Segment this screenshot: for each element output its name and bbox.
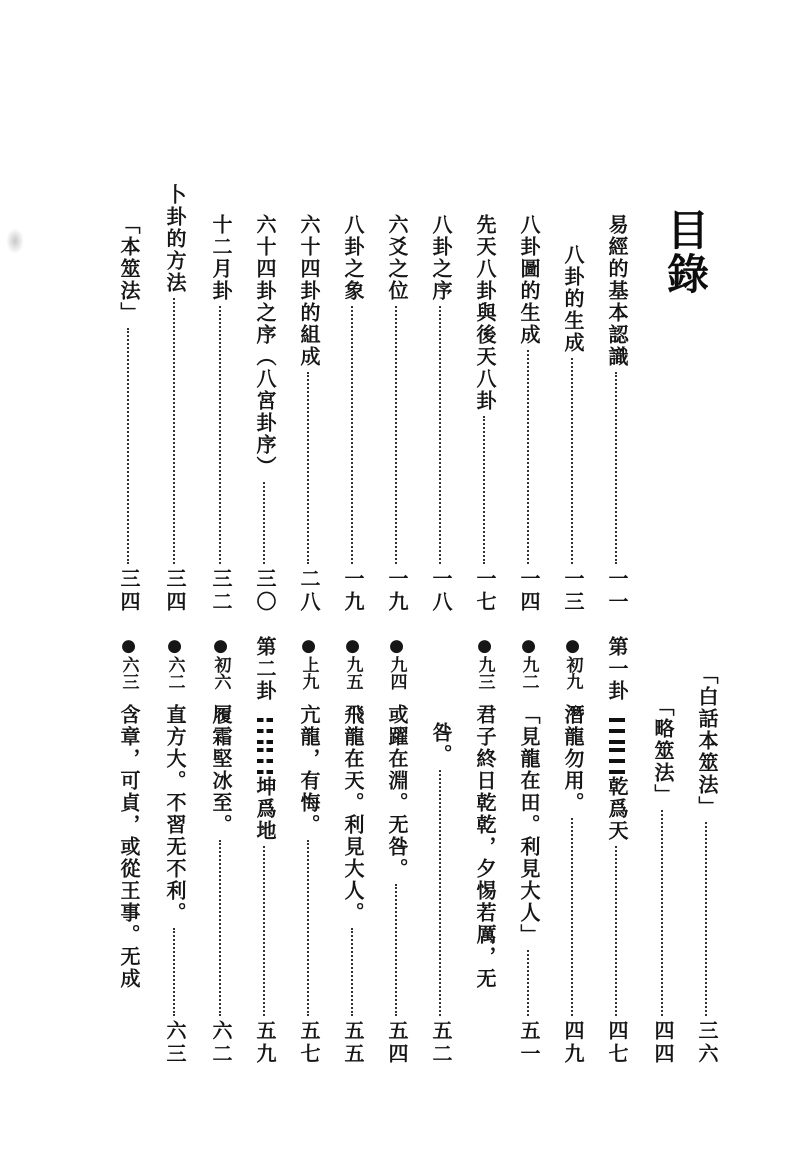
leader-dots bbox=[219, 840, 223, 1016]
entry-text: 「見龍在田。利見大人」 bbox=[517, 704, 541, 946]
entry-page: 一三 bbox=[561, 568, 585, 614]
entry-page: 一九 bbox=[385, 568, 409, 614]
entry-page: 五二 bbox=[429, 1020, 453, 1066]
entry-text: 八卦之序 bbox=[429, 214, 453, 302]
leader-dots bbox=[395, 884, 399, 1016]
line-ref: ●九二 bbox=[518, 636, 539, 690]
toc-entry bbox=[690, 664, 724, 1066]
entry-text: 六爻之位 bbox=[385, 214, 409, 302]
toc-entry bbox=[646, 696, 680, 1066]
line-ref: ●六三 bbox=[118, 636, 139, 690]
line-ref: ●九三 bbox=[474, 636, 495, 690]
entry-text: 六十四卦之序（八宮卦序） bbox=[253, 214, 277, 478]
line-ref: ●九四 bbox=[386, 636, 407, 690]
toc-entry bbox=[424, 214, 458, 614]
entry-page: 一八 bbox=[429, 568, 453, 614]
entry-page: 六三 bbox=[163, 1020, 187, 1066]
entry-page: 三〇 bbox=[253, 568, 277, 614]
entry-text-2: 乾爲天 bbox=[605, 776, 629, 842]
leader-dots bbox=[527, 350, 531, 564]
entry-page: 四七 bbox=[605, 1020, 629, 1066]
toc-entry bbox=[204, 214, 238, 614]
toc-entry bbox=[512, 214, 546, 614]
kun-trigram-icon bbox=[257, 748, 273, 774]
entry-page: 一四 bbox=[517, 568, 541, 614]
entry-page: 五五 bbox=[341, 1020, 365, 1066]
toc-entry-line bbox=[512, 636, 546, 1066]
entry-text: 君子終日乾乾，夕惕若厲，无 bbox=[473, 704, 497, 990]
leader-dots bbox=[351, 928, 355, 1016]
toc-entry-line bbox=[468, 636, 502, 1066]
entry-text: 亢龍，有悔。 bbox=[297, 704, 321, 836]
leader-dots bbox=[661, 810, 665, 1016]
toc-entry bbox=[556, 214, 590, 614]
line-ref: ●六二 bbox=[164, 636, 185, 690]
entry-text: 或躍在淵。无咎。 bbox=[385, 704, 409, 880]
leader-dots bbox=[263, 482, 267, 564]
leader-dots bbox=[615, 372, 619, 564]
kun-trigram-icon bbox=[257, 718, 273, 744]
leader-dots bbox=[395, 306, 399, 564]
line-ref: ●初六 bbox=[210, 636, 231, 690]
leader-dots bbox=[307, 372, 311, 564]
scan-smudge bbox=[6, 228, 24, 254]
entry-text: 八卦圖的生成 bbox=[517, 214, 541, 346]
toc-entry bbox=[248, 214, 282, 614]
entry-page: 三四 bbox=[163, 568, 187, 614]
entry-page: 三四 bbox=[117, 568, 141, 614]
leader-dots bbox=[173, 928, 177, 1016]
leader-dots bbox=[173, 298, 177, 564]
entry-text: 卜卦的方法 bbox=[163, 184, 187, 294]
toc-entry bbox=[336, 214, 370, 614]
leader-dots bbox=[571, 358, 575, 564]
entry-text: 含章，可貞，或從王事。无成 bbox=[117, 704, 141, 990]
entry-text: 「本筮法」 bbox=[117, 214, 141, 324]
toc-entry-hexagram bbox=[248, 636, 282, 1066]
toc-entry bbox=[380, 214, 414, 614]
leader-dots bbox=[351, 306, 355, 564]
leader-dots bbox=[705, 822, 709, 1016]
entry-text: 第一卦 bbox=[605, 636, 629, 702]
toc-entry-line bbox=[292, 636, 326, 1066]
entry-text: 咎。 bbox=[429, 722, 453, 766]
toc-entry-hexagram bbox=[600, 636, 634, 1066]
leader-dots bbox=[483, 416, 487, 564]
entry-text: 「白話本筮法」 bbox=[695, 664, 719, 818]
entry-text: 十二月卦 bbox=[209, 214, 233, 302]
page-title: 目錄 bbox=[661, 208, 710, 296]
entry-text: 潛龍勿用。 bbox=[561, 704, 585, 814]
entry-text: 直方大。不習无不利。 bbox=[163, 704, 187, 924]
entry-text: 飛龍在天。利見大人。 bbox=[341, 704, 365, 924]
leader-dots bbox=[307, 840, 311, 1016]
entry-page: 五四 bbox=[385, 1020, 409, 1066]
toc-entry-line bbox=[112, 636, 146, 1066]
entry-page: 五九 bbox=[253, 1020, 277, 1066]
toc-entry bbox=[158, 184, 192, 614]
entry-page: 五七 bbox=[297, 1020, 321, 1066]
leader-dots bbox=[527, 950, 531, 1016]
leader-dots bbox=[263, 846, 267, 1016]
leader-dots bbox=[571, 818, 575, 1016]
leader-dots bbox=[439, 770, 443, 1016]
entry-page: 一七 bbox=[473, 568, 497, 614]
entry-page: 三六 bbox=[695, 1020, 719, 1066]
entry-page: 五一 bbox=[517, 1020, 541, 1066]
line-ref: ●初九 bbox=[562, 636, 583, 690]
toc-entry bbox=[292, 214, 326, 614]
entry-page: 六二 bbox=[209, 1020, 233, 1066]
entry-page: 一一 bbox=[605, 568, 629, 614]
entry-page: 一九 bbox=[341, 568, 365, 614]
entry-text-2: 坤爲地 bbox=[253, 776, 277, 842]
entry-text: 「略筮法」 bbox=[651, 696, 675, 806]
toc-entry-line bbox=[204, 636, 238, 1066]
toc-entry bbox=[112, 214, 146, 614]
leader-dots bbox=[615, 846, 619, 1016]
toc-entry bbox=[600, 214, 634, 614]
toc-entry-continued bbox=[424, 722, 458, 1066]
leader-dots bbox=[127, 328, 131, 564]
entry-text: 易經的基本認識 bbox=[605, 214, 629, 368]
line-ref: ●九五 bbox=[342, 636, 363, 690]
entry-text: 第二卦 bbox=[253, 636, 277, 702]
entry-page: 四四 bbox=[651, 1020, 675, 1066]
toc-entry-line bbox=[380, 636, 414, 1066]
entry-page: 二八 bbox=[297, 568, 321, 614]
toc-entry bbox=[468, 214, 502, 614]
entry-text: 履霜堅冰至。 bbox=[209, 704, 233, 836]
entry-text: 先天八卦與後天八卦 bbox=[473, 214, 497, 412]
entry-page: 三二 bbox=[209, 568, 233, 614]
entry-text: 八卦的生成 bbox=[561, 244, 585, 354]
qian-trigram-icon bbox=[609, 718, 625, 744]
toc-entry-line bbox=[556, 636, 590, 1066]
leader-dots bbox=[219, 306, 223, 564]
entry-text: 八卦之象 bbox=[341, 214, 365, 302]
entry-text: 六十四卦的組成 bbox=[297, 214, 321, 368]
line-ref: ●上九 bbox=[298, 636, 319, 690]
leader-dots bbox=[439, 306, 443, 564]
toc-entry-line bbox=[158, 636, 192, 1066]
toc-entry-line bbox=[336, 636, 370, 1066]
entry-page: 四九 bbox=[561, 1020, 585, 1066]
qian-trigram-icon bbox=[609, 748, 625, 774]
